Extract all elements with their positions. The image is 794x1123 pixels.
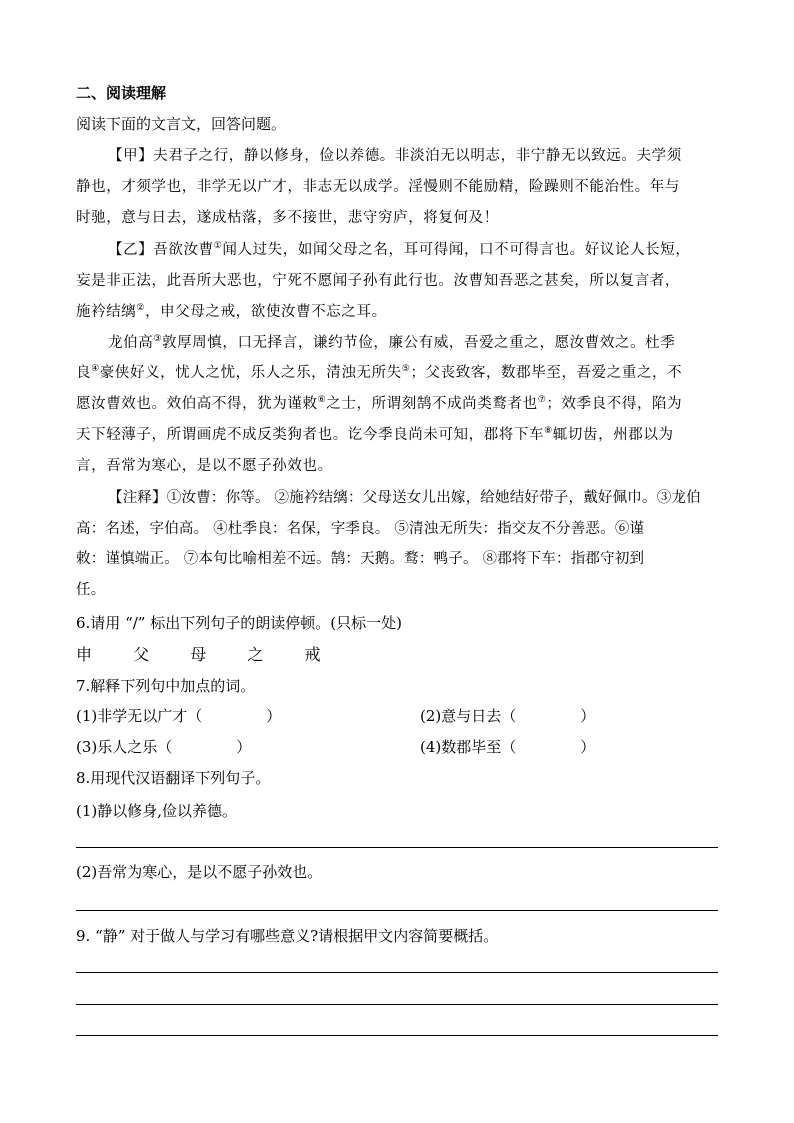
q7-item[interactable]: (2)意与日去（ ） bbox=[420, 707, 596, 725]
passage-line: 天下轻薄子，所谓画虎不成反类狗者也。讫今季良尚未可知，郡将下车⑧辄切齿，州郡以为 bbox=[76, 426, 674, 443]
note-marker: ② bbox=[136, 303, 146, 313]
passage-line: 龙伯高③敦厚周慎，口无择言，谦约节俭，廉公有威，吾爱之重之，愿汝曹效之。杜季 bbox=[108, 334, 676, 351]
q7-item[interactable]: (1)非学无以广才（ ） bbox=[76, 707, 282, 725]
passage-line: 良④豪侠好义，忧人之忧，乐人之乐，清浊无所失⑤；父丧致客，数郡毕至，吾爱之重之，不 bbox=[76, 364, 683, 381]
q8-sentence-2: (2)吾常为寒心，是以不愿子孙效也。 bbox=[76, 863, 323, 881]
passage-line: 言，吾常为寒心，是以不愿子孙效也。 bbox=[76, 458, 333, 474]
q6-char: 之 bbox=[247, 645, 264, 664]
passage-line: 愿汝曹效也。效伯高不得，犹为谨敕⑥之士，所谓刻鹄不成尚类鹜者也⑦；效季良不得，陷为 bbox=[76, 395, 683, 412]
q8-sentence-1: (1)静以修身,俭以养德。 bbox=[76, 802, 238, 820]
annotation-line: 任。 bbox=[76, 582, 106, 598]
annotation-line: 高：名述，字伯高。 ④杜季良：名保，字季良。 ⑤清浊无所失：指交友不分善恶。⑥谨 bbox=[76, 521, 645, 537]
q6-phrase[interactable] bbox=[76, 645, 356, 665]
passage-line: 施衿结缡②，申父母之戒，欲使汝曹不忘之耳。 bbox=[76, 303, 387, 320]
section-instruction: 阅读下面的文言文，回答问题。 bbox=[76, 115, 287, 133]
passage-line: 时驰，意与日去，遂成枯落，多不接世，悲守穷庐，将复何及！ bbox=[76, 210, 499, 226]
answer-line[interactable] bbox=[76, 972, 718, 973]
note-marker: ⑦ bbox=[537, 395, 547, 405]
q6-char: 母 bbox=[190, 645, 207, 664]
note-marker: ③ bbox=[153, 334, 162, 344]
note-marker: ⑥ bbox=[317, 395, 327, 405]
section-title: 二、阅读理解 bbox=[76, 84, 167, 102]
passage-line: 静也，才须学也，非学无以广才，非志无以成学。淫慢则不能励精，险躁则不能治性。年与 bbox=[76, 179, 680, 195]
passage-line: 【乙】吾欲汝曹①闻人过失，如闻父母之名，耳可得闻，口不可得言也。好议论人长短， bbox=[108, 241, 691, 258]
answer-line[interactable] bbox=[76, 1035, 718, 1036]
question-8: 8.用现代汉语翻译下列句子。 bbox=[76, 769, 271, 787]
answer-line[interactable] bbox=[76, 910, 718, 911]
q6-char: 申 bbox=[76, 645, 93, 664]
q6-char: 父 bbox=[133, 645, 150, 664]
q6-char: 戒 bbox=[304, 645, 321, 664]
passage-line: 妄是非正法，此吾所大恶也，宁死不愿闻子孙有此行也。汝曹知吾恶之甚矣，所以复言者， bbox=[76, 273, 680, 289]
annotation-line: 【注释】①汝曹：你等。 ②施衿结缡：父母送女儿出嫁，给她结好带子，戴好佩巾。③龙伯 bbox=[108, 490, 701, 506]
annotation-line: 敕：谨慎端正。 ⑦本句比喻相差不远。鹄：天鹅。鹜：鸭子。 ⑧郡将下车：指郡守初到 bbox=[76, 551, 645, 567]
answer-line[interactable] bbox=[76, 847, 718, 848]
note-marker: ⑤ bbox=[401, 364, 411, 374]
note-marker: ④ bbox=[91, 364, 100, 374]
note-marker: ⑧ bbox=[544, 426, 553, 436]
passage-line: 【甲】夫君子之行，静以修身，俭以养德。非淡泊无以明志，非宁静无以致远。夫学须 bbox=[108, 148, 682, 164]
note-marker: ① bbox=[213, 241, 223, 251]
question-7: 7.解释下列句中加点的词。 bbox=[76, 677, 256, 695]
q7-item[interactable]: (4)数郡毕至（ ） bbox=[420, 738, 596, 756]
q7-item[interactable]: (3)乐人之乐（ ） bbox=[76, 738, 252, 756]
question-6: 6.请用 “/” 标出下列句子的朗读停顿。(只标一处) bbox=[76, 614, 402, 632]
answer-line[interactable] bbox=[76, 1004, 718, 1005]
question-9: 9. “静” 对于做人与学习有哪些意义?请根据甲文内容简要概括。 bbox=[76, 927, 499, 945]
